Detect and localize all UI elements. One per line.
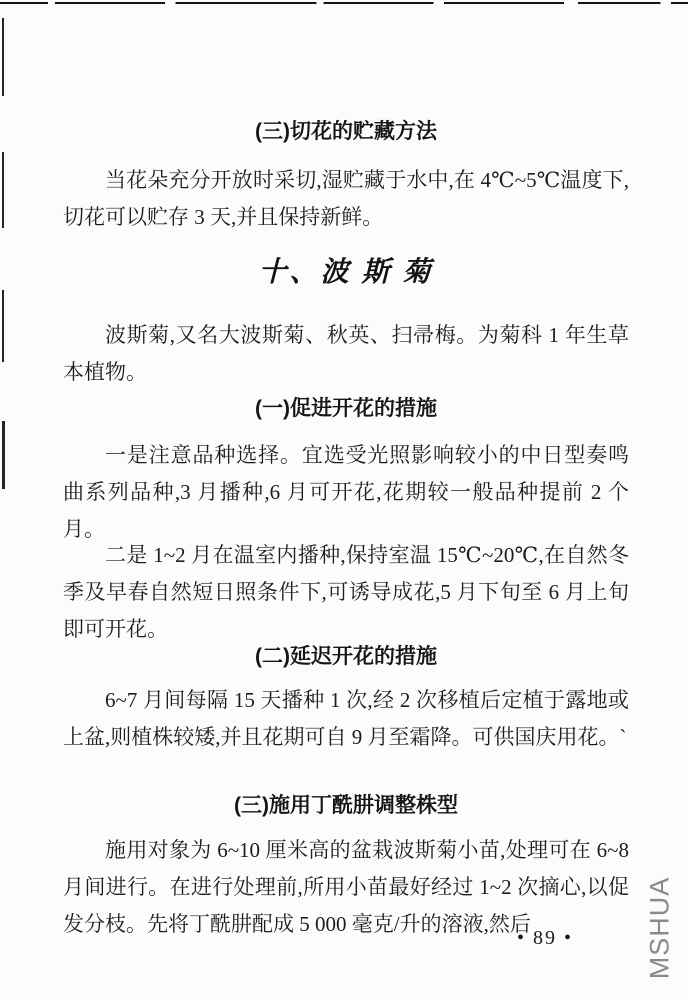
chapter-title-cosmos: 十、波 斯 菊 bbox=[258, 257, 434, 288]
watermark-mshua: MSHUA bbox=[644, 876, 675, 980]
paragraph-cut-flower-storage: 当花朵充分开放时采切,湿贮藏于水中,在 4℃~5℃温度下,切花可以贮存 3 天,并且保持新鲜。 bbox=[63, 168, 629, 229]
section-heading-daminozide-shaping: (三)施用丁酰肼调整株型 bbox=[234, 794, 458, 817]
paragraph-cosmos-intro: 波斯菊,又名大波斯菊、秋英、扫帚梅。为菊科 1 年生草本植物。 bbox=[63, 323, 629, 384]
scan-artifact-left-edge-1 bbox=[2, 18, 4, 96]
section-heading-cut-flower-storage: (三)切花的贮藏方法 bbox=[255, 120, 437, 143]
paragraph-daminozide-shaping: 施用对象为 6~10 厘米高的盆栽波斯菊小苗,处理可在 6~8 月间进行。在进行处理前,所用小苗最好经过 1~2 次摘心,以促发分枝。先将丁酰肼配成 5 000 毫克/升的溶液,然后 bbox=[63, 838, 629, 936]
scan-artifact-left-edge-3 bbox=[2, 290, 4, 362]
paragraph-delay-flowering: 6~7 月间每隔 15 天播种 1 次,经 2 次移植后定植于露地或上盆,则植株较矮,并且花期可自 9 月至霜降。可供国庆用花。` bbox=[63, 688, 629, 749]
scan-artifact-top-line bbox=[0, 1, 688, 4]
paragraph-promote-flowering-2: 二是 1~2 月在温室内播种,保持室温 15℃~20℃,在自然冬季及早春自然短日照条件下,可诱导成花,5 月下旬至 6 月上旬即可开花。 bbox=[63, 543, 629, 641]
scan-artifact-left-edge-2 bbox=[2, 152, 4, 228]
section-heading-delay-flowering: (二)延迟开花的措施 bbox=[255, 645, 437, 668]
paragraph-promote-flowering-1: 一是注意品种选择。宜选受光照影响较小的中日型奏鸣曲系列品种,3 月播种,6 月可开花,花期较一般品种提前 2 个月。 bbox=[63, 443, 629, 541]
scan-artifact-left-edge-4 bbox=[2, 421, 5, 489]
section-heading-promote-flowering: (一)促进开花的措施 bbox=[255, 397, 437, 420]
page-number: • 89 • bbox=[516, 927, 573, 949]
